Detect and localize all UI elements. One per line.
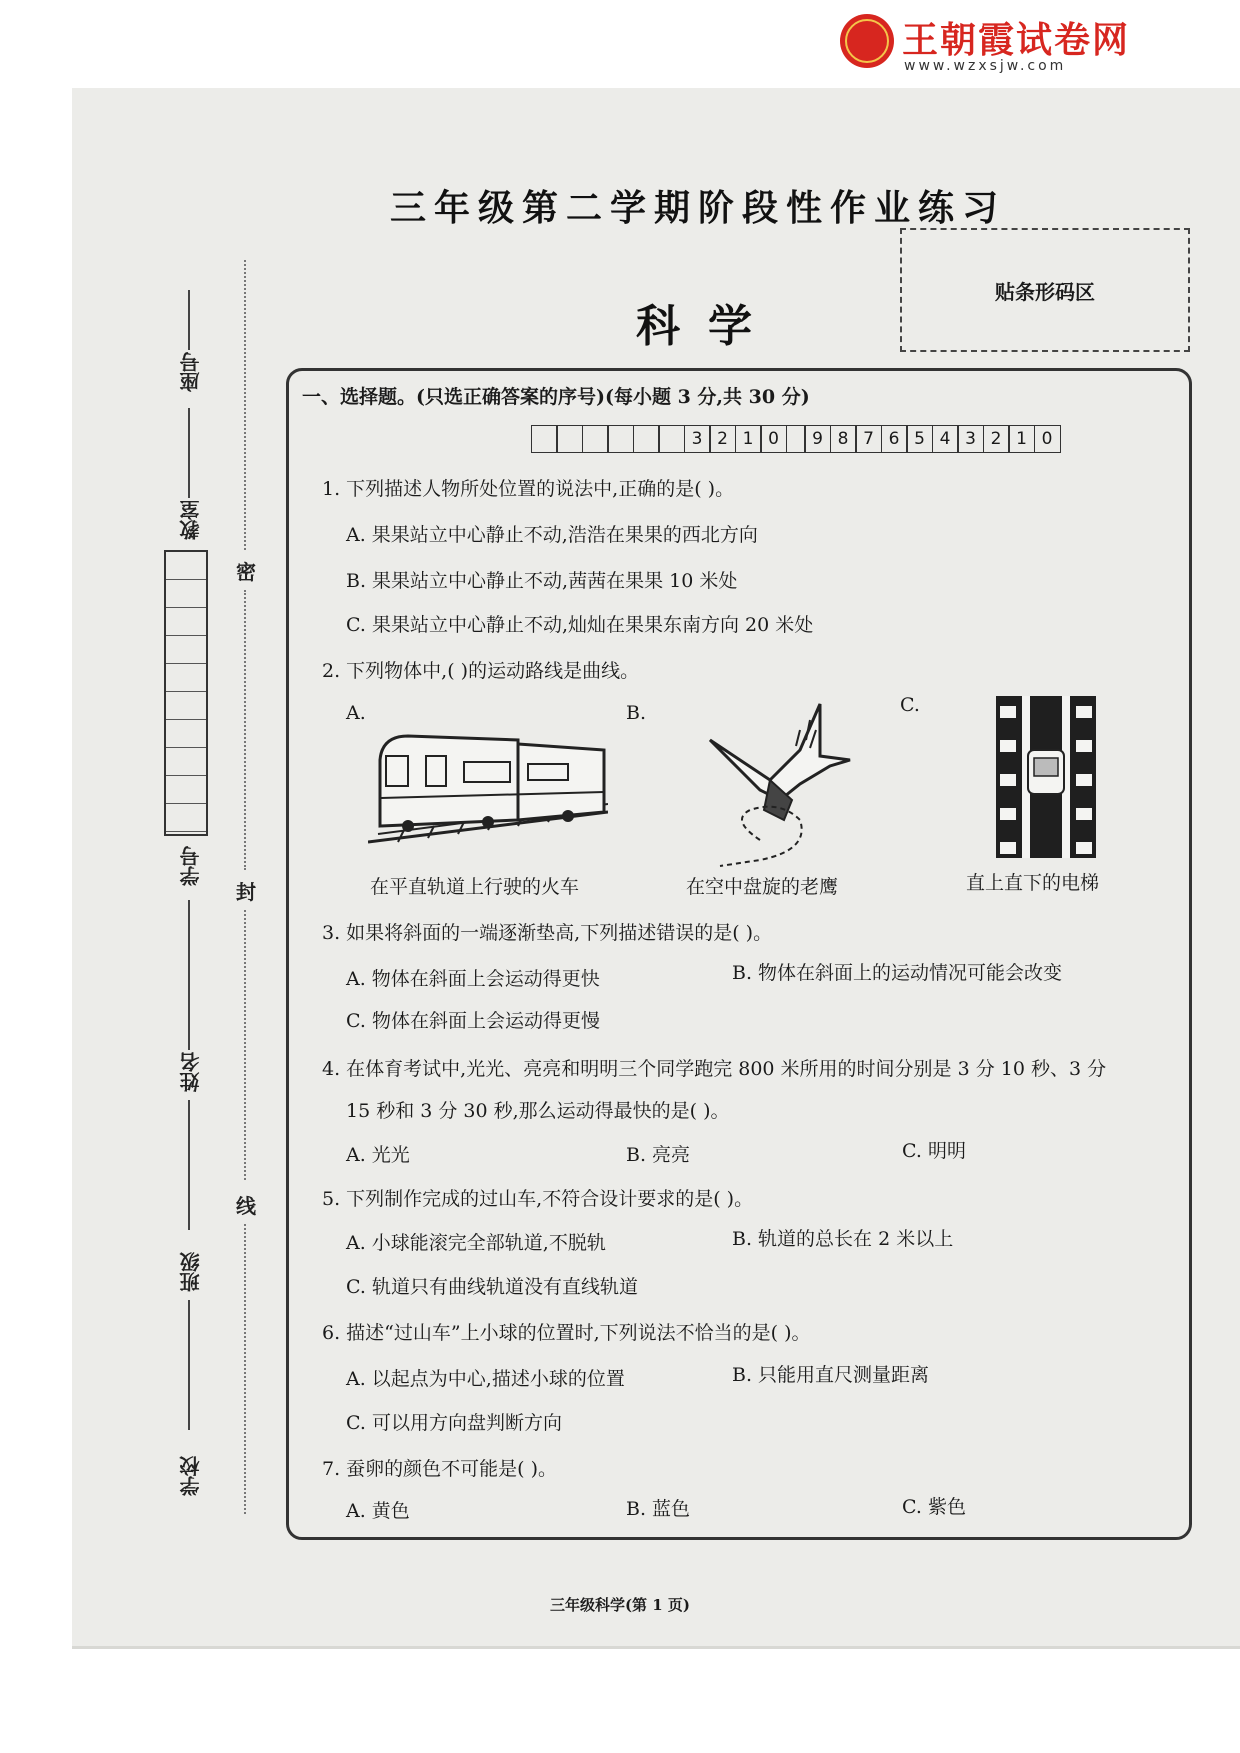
q6-option-c[interactable]: C. 可以用方向盘判断方向 bbox=[346, 1412, 562, 1434]
score-cell: 0 bbox=[1034, 425, 1061, 453]
seal-dotted-line bbox=[244, 1224, 246, 1514]
score-cell: 2 bbox=[709, 425, 736, 453]
watermark-url: www.wzxsjw.com bbox=[904, 58, 1067, 74]
q7-option-b[interactable]: B. 蓝色 bbox=[626, 1498, 691, 1520]
q3-option-a[interactable]: A. 物体在斜面上会运动得更快 bbox=[346, 968, 600, 990]
score-cell: 5 bbox=[906, 425, 933, 453]
seal-dotted-line bbox=[244, 910, 246, 1180]
classroom-grid bbox=[164, 550, 208, 836]
score-cell: 3 bbox=[684, 425, 711, 453]
elevator-image bbox=[996, 696, 1096, 858]
q4-stem-line2: 15 秒和 3 分 30 秒,那么运动得最快的是( )。 bbox=[346, 1100, 730, 1122]
q1-option-c[interactable]: C. 果果站立中心静止不动,灿灿在果果东南方向 20 米处 bbox=[346, 614, 814, 636]
q1-option-b[interactable]: B. 果果站立中心静止不动,茜茜在果果 10 米处 bbox=[346, 570, 738, 592]
score-cell: 6 bbox=[881, 425, 908, 453]
score-cell bbox=[658, 425, 685, 453]
q1-option-a[interactable]: A. 果果站立中心静止不动,浩浩在果果的西北方向 bbox=[346, 524, 758, 546]
class-label: 班级 bbox=[179, 1252, 203, 1292]
seal-mi: 密 bbox=[236, 560, 256, 584]
q2-caption-b: 在空中盘旋的老鹰 bbox=[686, 876, 839, 898]
seal-dotted-line bbox=[244, 590, 246, 870]
page-footer: 三年级科学(第 1 页) bbox=[549, 1596, 691, 1614]
barcode-area bbox=[900, 228, 1190, 352]
eagle-image bbox=[700, 700, 860, 870]
name-line bbox=[188, 1100, 190, 1230]
q7-stem: 7. 蚕卵的颜色不可能是( )。 bbox=[322, 1458, 558, 1480]
q5-option-a[interactable]: A. 小球能滚完全部轨道,不脱轨 bbox=[346, 1232, 606, 1254]
score-cell: 8 bbox=[830, 425, 857, 453]
student-no-label: 学号 bbox=[179, 846, 203, 886]
q5-option-c[interactable]: C. 轨道只有曲线轨道没有直线轨道 bbox=[346, 1276, 638, 1298]
q3-option-b[interactable]: B. 物体在斜面上的运动情况可能会改变 bbox=[732, 962, 1063, 984]
q7-option-a[interactable]: A. 黄色 bbox=[346, 1500, 410, 1522]
score-cell bbox=[556, 425, 583, 453]
q2-caption-a: 在平直轨道上行驶的火车 bbox=[370, 876, 580, 898]
name-label: 姓名 bbox=[179, 1052, 203, 1092]
score-cell bbox=[786, 425, 806, 453]
q7-option-c[interactable]: C. 紫色 bbox=[902, 1496, 966, 1518]
classroom-label: 教室 bbox=[179, 500, 203, 540]
score-cell bbox=[607, 425, 634, 453]
score-grid bbox=[532, 425, 1061, 453]
score-cell bbox=[633, 425, 660, 453]
q3-stem: 3. 如果将斜面的一端逐渐垫高,下列描述错误的是( )。 bbox=[322, 922, 773, 944]
q2-option-b[interactable]: B. bbox=[626, 702, 647, 724]
q4-stem-line1: 4. 在体育考试中,光光、亮亮和明明三个同学跑完 800 米所用的时间分别是 3 分 10 秒、3 分 bbox=[322, 1058, 1107, 1080]
q6-option-b[interactable]: B. 只能用直尺测量距离 bbox=[732, 1364, 930, 1386]
q6-option-a[interactable]: A. 以起点为中心,描述小球的位置 bbox=[346, 1368, 625, 1390]
seal-feng: 封 bbox=[236, 880, 256, 904]
score-cell: 0 bbox=[760, 425, 787, 453]
q3-option-c[interactable]: C. 物体在斜面上会运动得更慢 bbox=[346, 1010, 600, 1032]
q5-stem: 5. 下列制作完成的过山车,不符合设计要求的是( )。 bbox=[322, 1188, 754, 1210]
score-cell bbox=[582, 425, 609, 453]
paper-edge bbox=[72, 1646, 1240, 1649]
watermark-title: 王朝霞试卷网 bbox=[902, 20, 1131, 61]
score-cell bbox=[531, 425, 558, 453]
seal-icon bbox=[840, 14, 894, 68]
q1-stem: 1. 下列描述人物所处位置的说法中,正确的是( )。 bbox=[322, 478, 735, 500]
q4-option-c[interactable]: C. 明明 bbox=[902, 1140, 966, 1162]
exam-title: 三年级第二学期阶段性作业练习 bbox=[390, 187, 1007, 229]
q6-stem: 6. 描述“过山车”上小球的位置时,下列说法不恰当的是( )。 bbox=[322, 1322, 811, 1344]
student-no-line bbox=[188, 900, 190, 1050]
score-cell: 7 bbox=[855, 425, 882, 453]
seat-line bbox=[188, 290, 190, 350]
section-heading: 一、选择题。(只选正确答案的序号)(每小题 3 分,共 30 分) bbox=[302, 386, 810, 408]
watermark-logo bbox=[840, 12, 1160, 76]
q2-stem: 2. 下列物体中,( )的运动路线是曲线。 bbox=[322, 660, 640, 682]
q2-option-a[interactable]: A. bbox=[346, 702, 366, 724]
score-cell: 3 bbox=[957, 425, 984, 453]
q4-option-a[interactable]: A. 光光 bbox=[346, 1144, 410, 1166]
barcode-label: 贴条形码区 bbox=[995, 279, 1095, 304]
score-cell: 9 bbox=[804, 425, 831, 453]
q5-option-b[interactable]: B. 轨道的总长在 2 米以上 bbox=[732, 1228, 954, 1250]
score-cell: 4 bbox=[932, 425, 959, 453]
q2-caption-c: 直上直下的电梯 bbox=[966, 872, 1100, 894]
train-image bbox=[368, 730, 608, 850]
subject-title: 科学 bbox=[636, 301, 780, 352]
score-cell: 1 bbox=[735, 425, 762, 453]
seat-label: 座号 bbox=[179, 352, 203, 392]
q4-option-b[interactable]: B. 亮亮 bbox=[626, 1144, 691, 1166]
q2-option-c[interactable]: C. bbox=[900, 694, 920, 716]
classroom-line-top bbox=[188, 408, 190, 498]
seal-xian: 线 bbox=[236, 1194, 256, 1218]
class-line bbox=[188, 1300, 190, 1430]
score-cell: 1 bbox=[1008, 425, 1035, 453]
seal-dotted-line bbox=[244, 260, 246, 550]
score-cell: 2 bbox=[983, 425, 1010, 453]
school-label: 学校 bbox=[179, 1456, 203, 1496]
